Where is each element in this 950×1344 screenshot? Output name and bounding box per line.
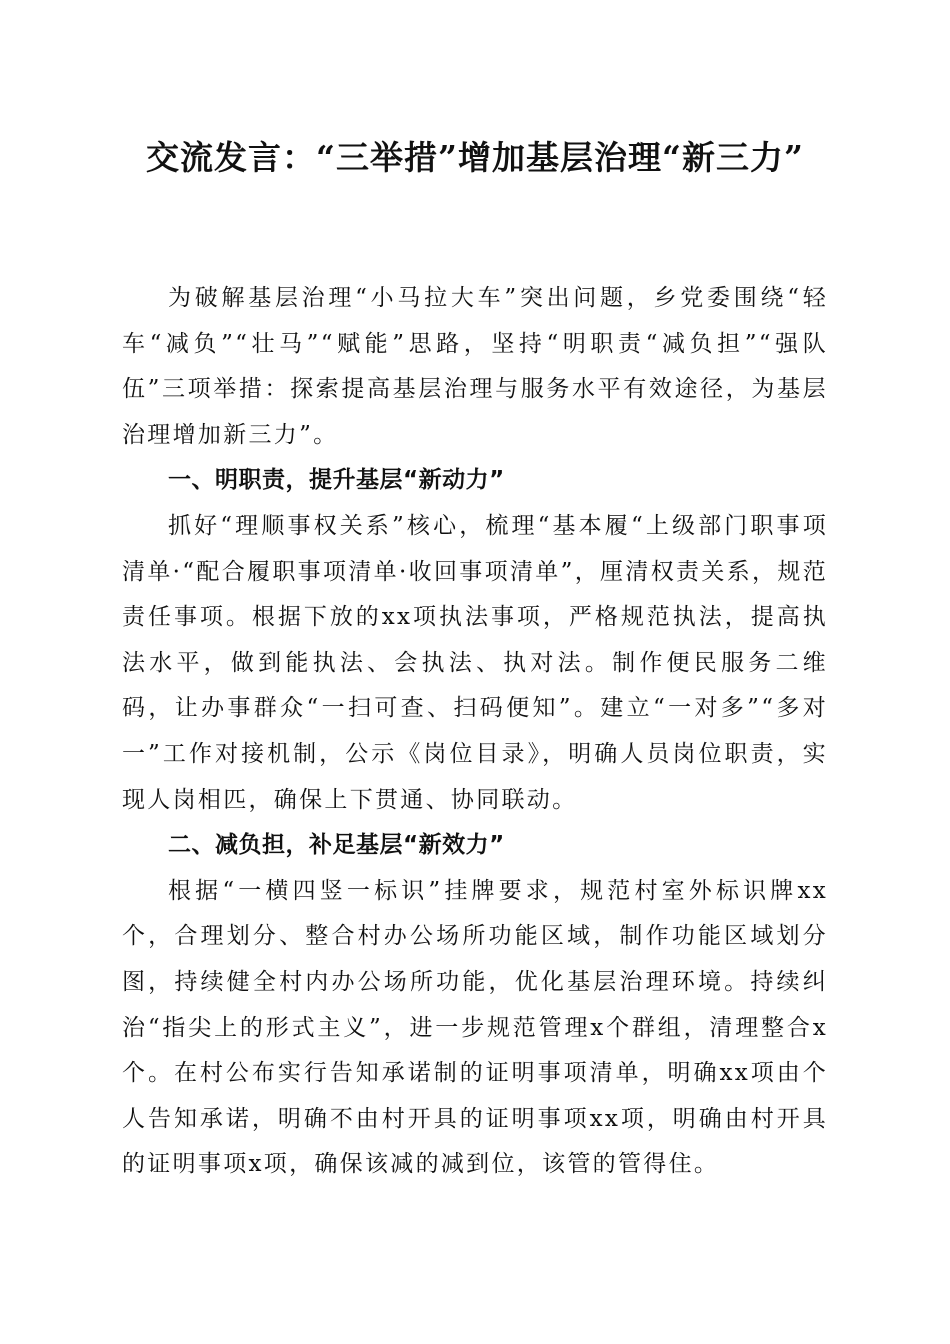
section-paragraph-2: 根据“一横四竖一标识”挂牌要求，规范村室外标识牌xx个，合理划分、整合村办公场所功能区域，制作功能区域划分图，持续健全村内办公场所功能，优化基层治理环境。持续纠治“指尖上的形式主义”，进一步规范管理x个群组，清理整合x个。在村公布实行告知承诺制的证明事项清单，明确xx项由个人告知承诺，明确不由村开具的证明事项xx项，明确由村开具的证明事项x项，确保该减的减到位，该管的管得住。 [122, 877, 828, 1178]
document-body [122, 276, 828, 1188]
intro-paragraph: 为破解基层治理“小马拉大车”突出问题，乡党委围绕“轻车“减负”“壮马”“赋能”思路，坚持“明职责“减负担”“强队伍”三项举措：探索提高基层治理与服务水平有效途径，为基层治理增加新三力”。 [122, 285, 828, 448]
section-heading-1: 一、明职责，提升基层“新动力” [168, 467, 505, 494]
section-heading-2: 二、减负担，补足基层“新效力” [168, 832, 505, 859]
document-title: 交流发言：“三举措”增加基层治理“新三力” [146, 138, 804, 177]
section-paragraph-1: 抓好“理顺事权关系”核心，梳理“基本履“上级部门职事项清单·“配合履职事项清单·收回事项清单”，厘清权责关系，规范责任事项。根据下放的xx项执法事项，严格规范执法，提高执法水平，做到能执法、会执法、执对法。制作便民服务二维码，让办事群众“一扫可查、扫码便知”。建立“一对多”“多对一”工作对接机制，公示《岗位目录》，明确人员岗位职责，实现人岗相匹，确保上下贯通、协同联动。 [122, 512, 828, 813]
